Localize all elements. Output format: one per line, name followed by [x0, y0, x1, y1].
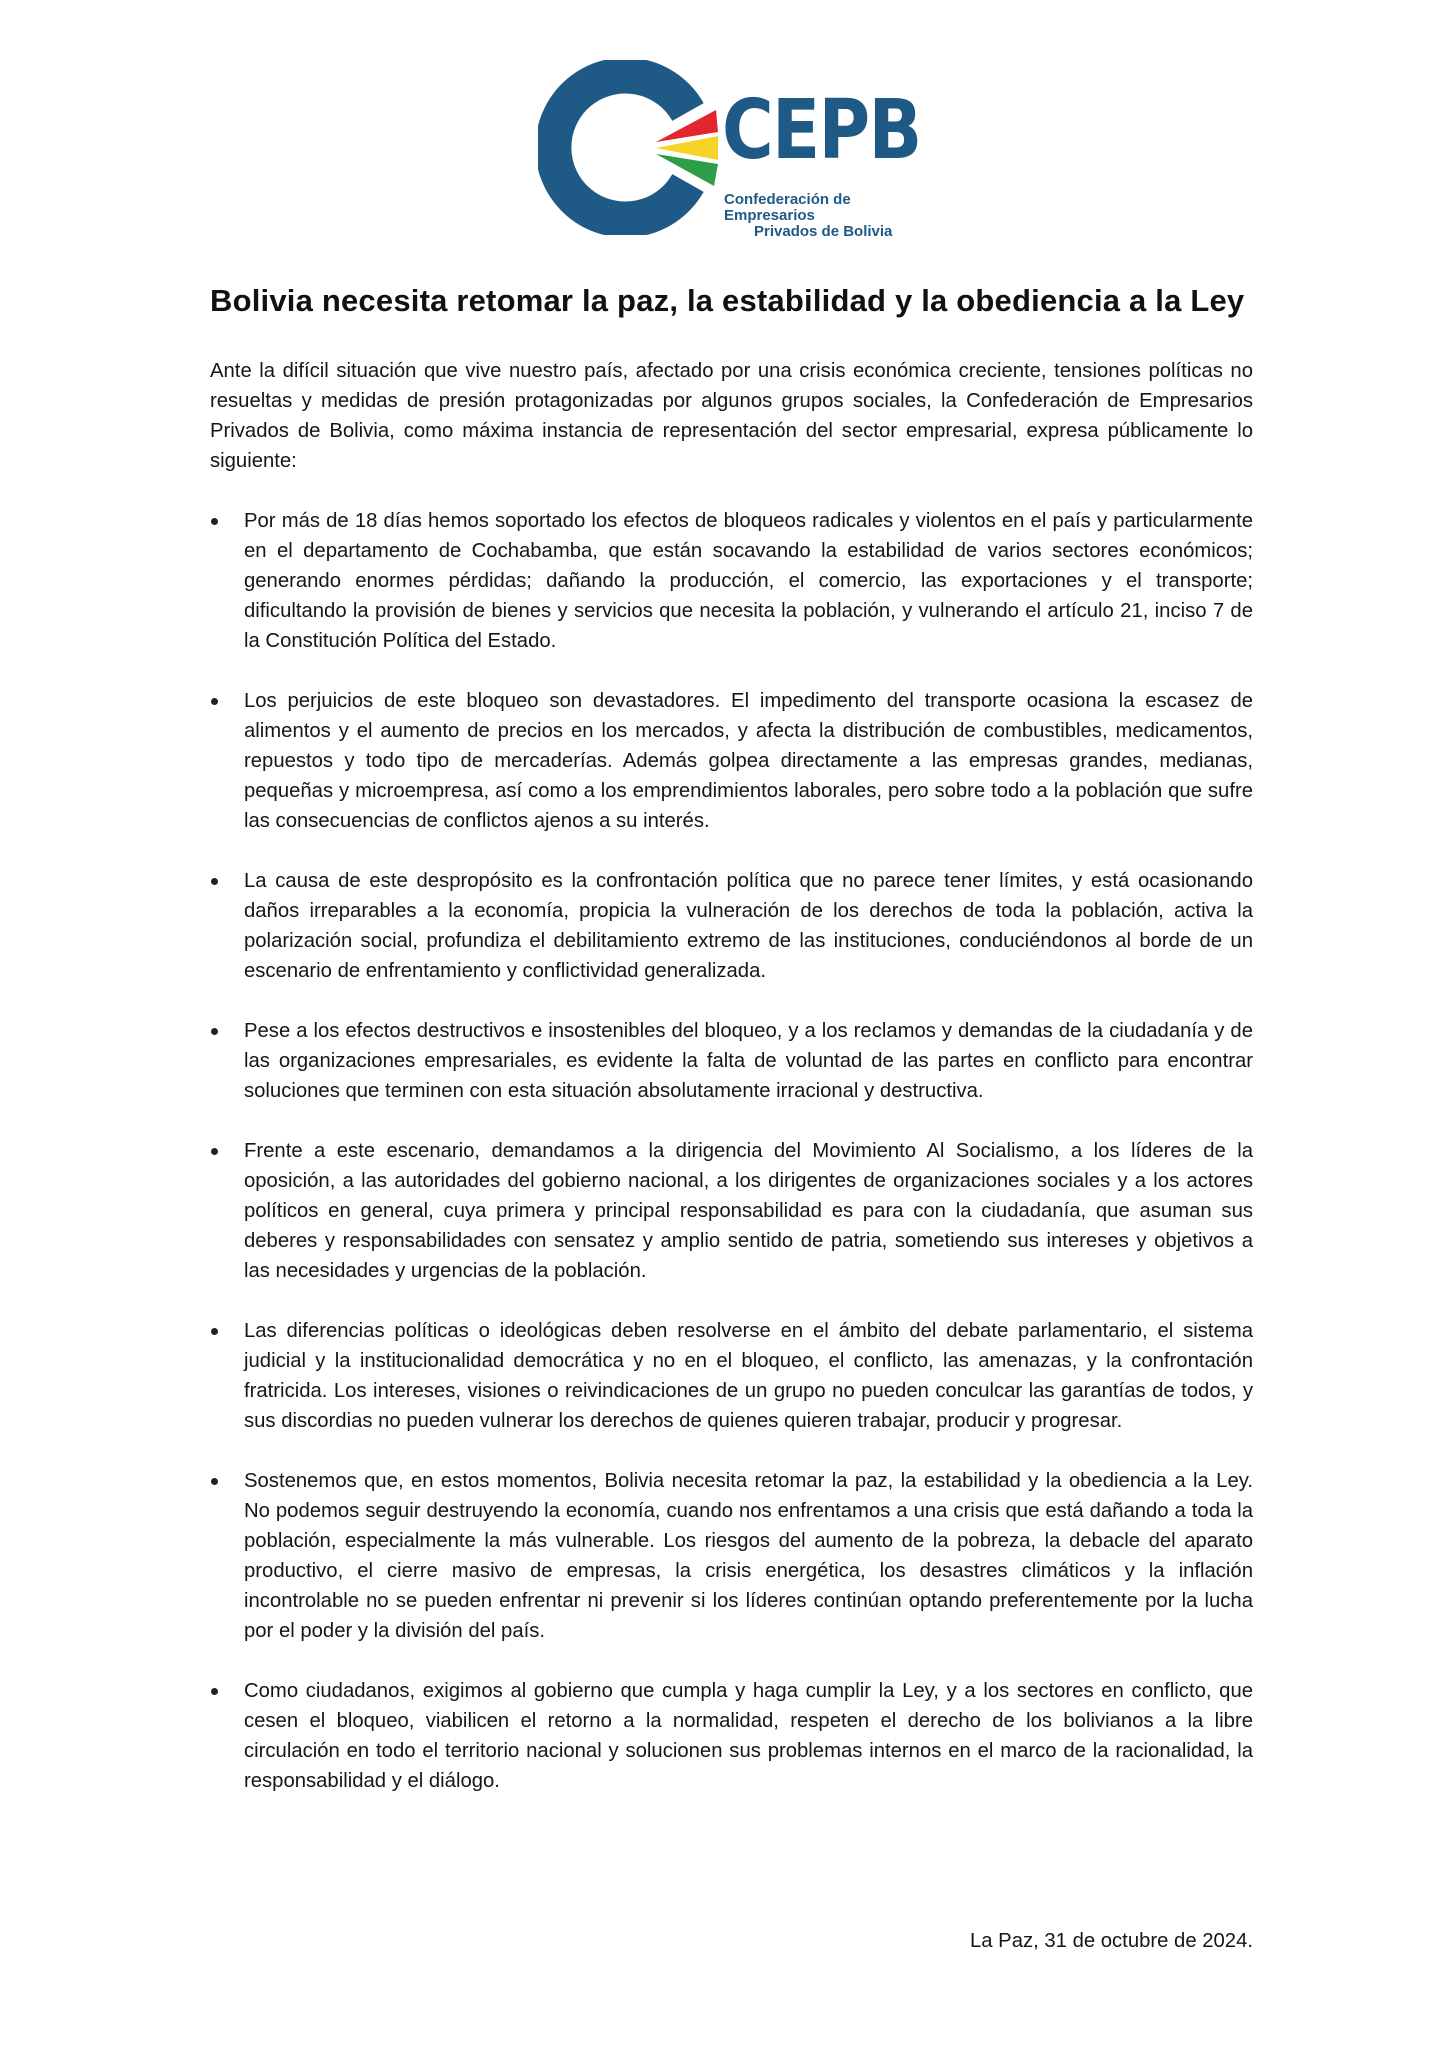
list-item [210, 866, 1253, 986]
bullet-icon [211, 518, 218, 525]
point-text: Sostenemos que, en estos momentos, Bolivia necesita retomar la paz, la estabilidad y la obediencia a la Ley. No podemos seguir destruyendo la economía, cuando nos enfrentamos a una crisis que está dañando a toda la población, especialmente la más vulnerable. Los riesgos del aumento de la pobreza, la debacle del aparato productivo, el cierre masivo de empresas, la crisis energética, los desastres climáticos y la inflación incontrolable no se pueden enfrentar ni prevenir si los líderes continúan optando preferentemente por la lucha por el poder y la división del país. [244, 1470, 1253, 1642]
list-item [210, 1466, 1253, 1646]
cepb-logo-mark [538, 60, 718, 235]
points-list [210, 506, 1253, 1796]
cepb-acronym: CEPB [722, 83, 921, 178]
list-item [210, 686, 1253, 836]
bullet-icon [211, 1028, 218, 1035]
list-item [210, 1316, 1253, 1436]
bullet-icon [211, 1688, 218, 1695]
bullet-icon [211, 1478, 218, 1485]
document-title: Bolivia necesita retomar la paz, la estabilidad y la obediencia a la Ley [210, 283, 1245, 318]
point-text: Frente a este escenario, demandamos a la dirigencia del Movimiento Al Socialismo, a los líderes de la oposición, a las autoridades del gobierno nacional, a los dirigentes de organizaciones sociales y a los actores políticos en general, cuya primera y principal responsabilidad es para con la ciudadanía, que asuman sus deberes y responsabilidades con sensatez y amplio sentido de patria, sometiendo sus intereses y objetivos a las necesidades y urgencias de la población. [244, 1140, 1253, 1282]
cepb-logo [538, 60, 938, 240]
document-date: La Paz, 31 de octubre de 2024. [969, 1930, 1253, 1952]
cepb-subtitle-line1: Confederación de Empresarios [724, 191, 851, 224]
point-text: Pese a los efectos destructivos e insostenibles del bloqueo, y a los reclamos y demandas de la ciudadanía y de las organizaciones empresariales, es evidente la falta de voluntad de las partes en conflicto para encontrar soluciones que terminen con esta situación absolutamente irracional y destructiva. [244, 1020, 1253, 1102]
point-text: Las diferencias políticas o ideológicas deben resolverse en el ámbito del debate parlamentario, el sistema judicial y la institucionalidad democrática y no en el bloqueo, el conflicto, las amenazas, y la confrontación fratricida. Los intereses, visiones o reivindicaciones de un grupo no pueden conculcar las garantías de todos, y sus discordias no pueden vulnerar los derechos de quienes quieren trabajar, producir y progresar. [244, 1320, 1253, 1432]
point-text: Por más de 18 días hemos soportado los efectos de bloqueos radicales y violentos en el país y particularmente en el departamento de Cochabamba, que están socavando la estabilidad de varios sectores económicos; generando enormes pérdidas; dañando la producción, el comercio, las exportaciones y el transporte; dificultando la provisión de bienes y servicios que necesita la población, y vulnerando el artículo 21, inciso 7 de la Constitución Política del Estado. [244, 510, 1253, 652]
point-text: Como ciudadanos, exigimos al gobierno que cumpla y haga cumplir la Ley, y a los sectores en conflicto, que cesen el bloqueo, viabilicen el retorno a la normalidad, respeten el derecho de los bolivianos a la libre circulación en todo el territorio nacional y solucionen sus problemas internos en el marco de la racionalidad, la responsabilidad y el diálogo. [244, 1680, 1253, 1792]
cepb-subtitle [724, 192, 938, 240]
bullet-icon [211, 878, 218, 885]
bullet-icon [211, 1328, 218, 1335]
document-body [210, 356, 1253, 1826]
list-item [210, 1136, 1253, 1286]
list-item [210, 1676, 1253, 1796]
cepb-subtitle-line2: Privados de Bolivia [754, 223, 893, 240]
point-text: La causa de este despropósito es la confrontación política que no parece tener límites, y está ocasionando daños irreparables a la economía, propicia la vulneración de los derechos de toda la población, activa la polarización social, profundiza el debilitamiento extremo de las instituciones, conduciéndonos al borde de un escenario de enfrentamiento y conflictividad generalizada. [244, 870, 1253, 982]
point-text: Los perjuicios de este bloqueo son devastadores. El impedimento del transporte ocasiona la escasez de alimentos y el aumento de precios en los mercados, y afecta la distribución de combustibles, medicamentos, repuestos y todo tipo de mercaderías. Además golpea directamente a las empresas grandes, medianas, pequeñas y microempresa, así como a los emprendimientos laborales, pero sobre todo a la población que sufre las consecuencias de conflictos ajenos a su interés. [244, 690, 1253, 832]
intro-paragraph: Ante la difícil situación que vive nuestro país, afectado por una crisis económica creciente, tensiones políticas no resueltas y medidas de presión protagonizadas por algunos grupos sociales, la Confederación de Empresarios Privados de Bolivia, como máxima instancia de representación del sector empresarial, expresa públicamente lo siguiente: [210, 360, 1253, 472]
list-item [210, 506, 1253, 656]
bullet-icon [211, 1148, 218, 1155]
list-item [210, 1016, 1253, 1106]
bullet-icon [211, 698, 218, 705]
